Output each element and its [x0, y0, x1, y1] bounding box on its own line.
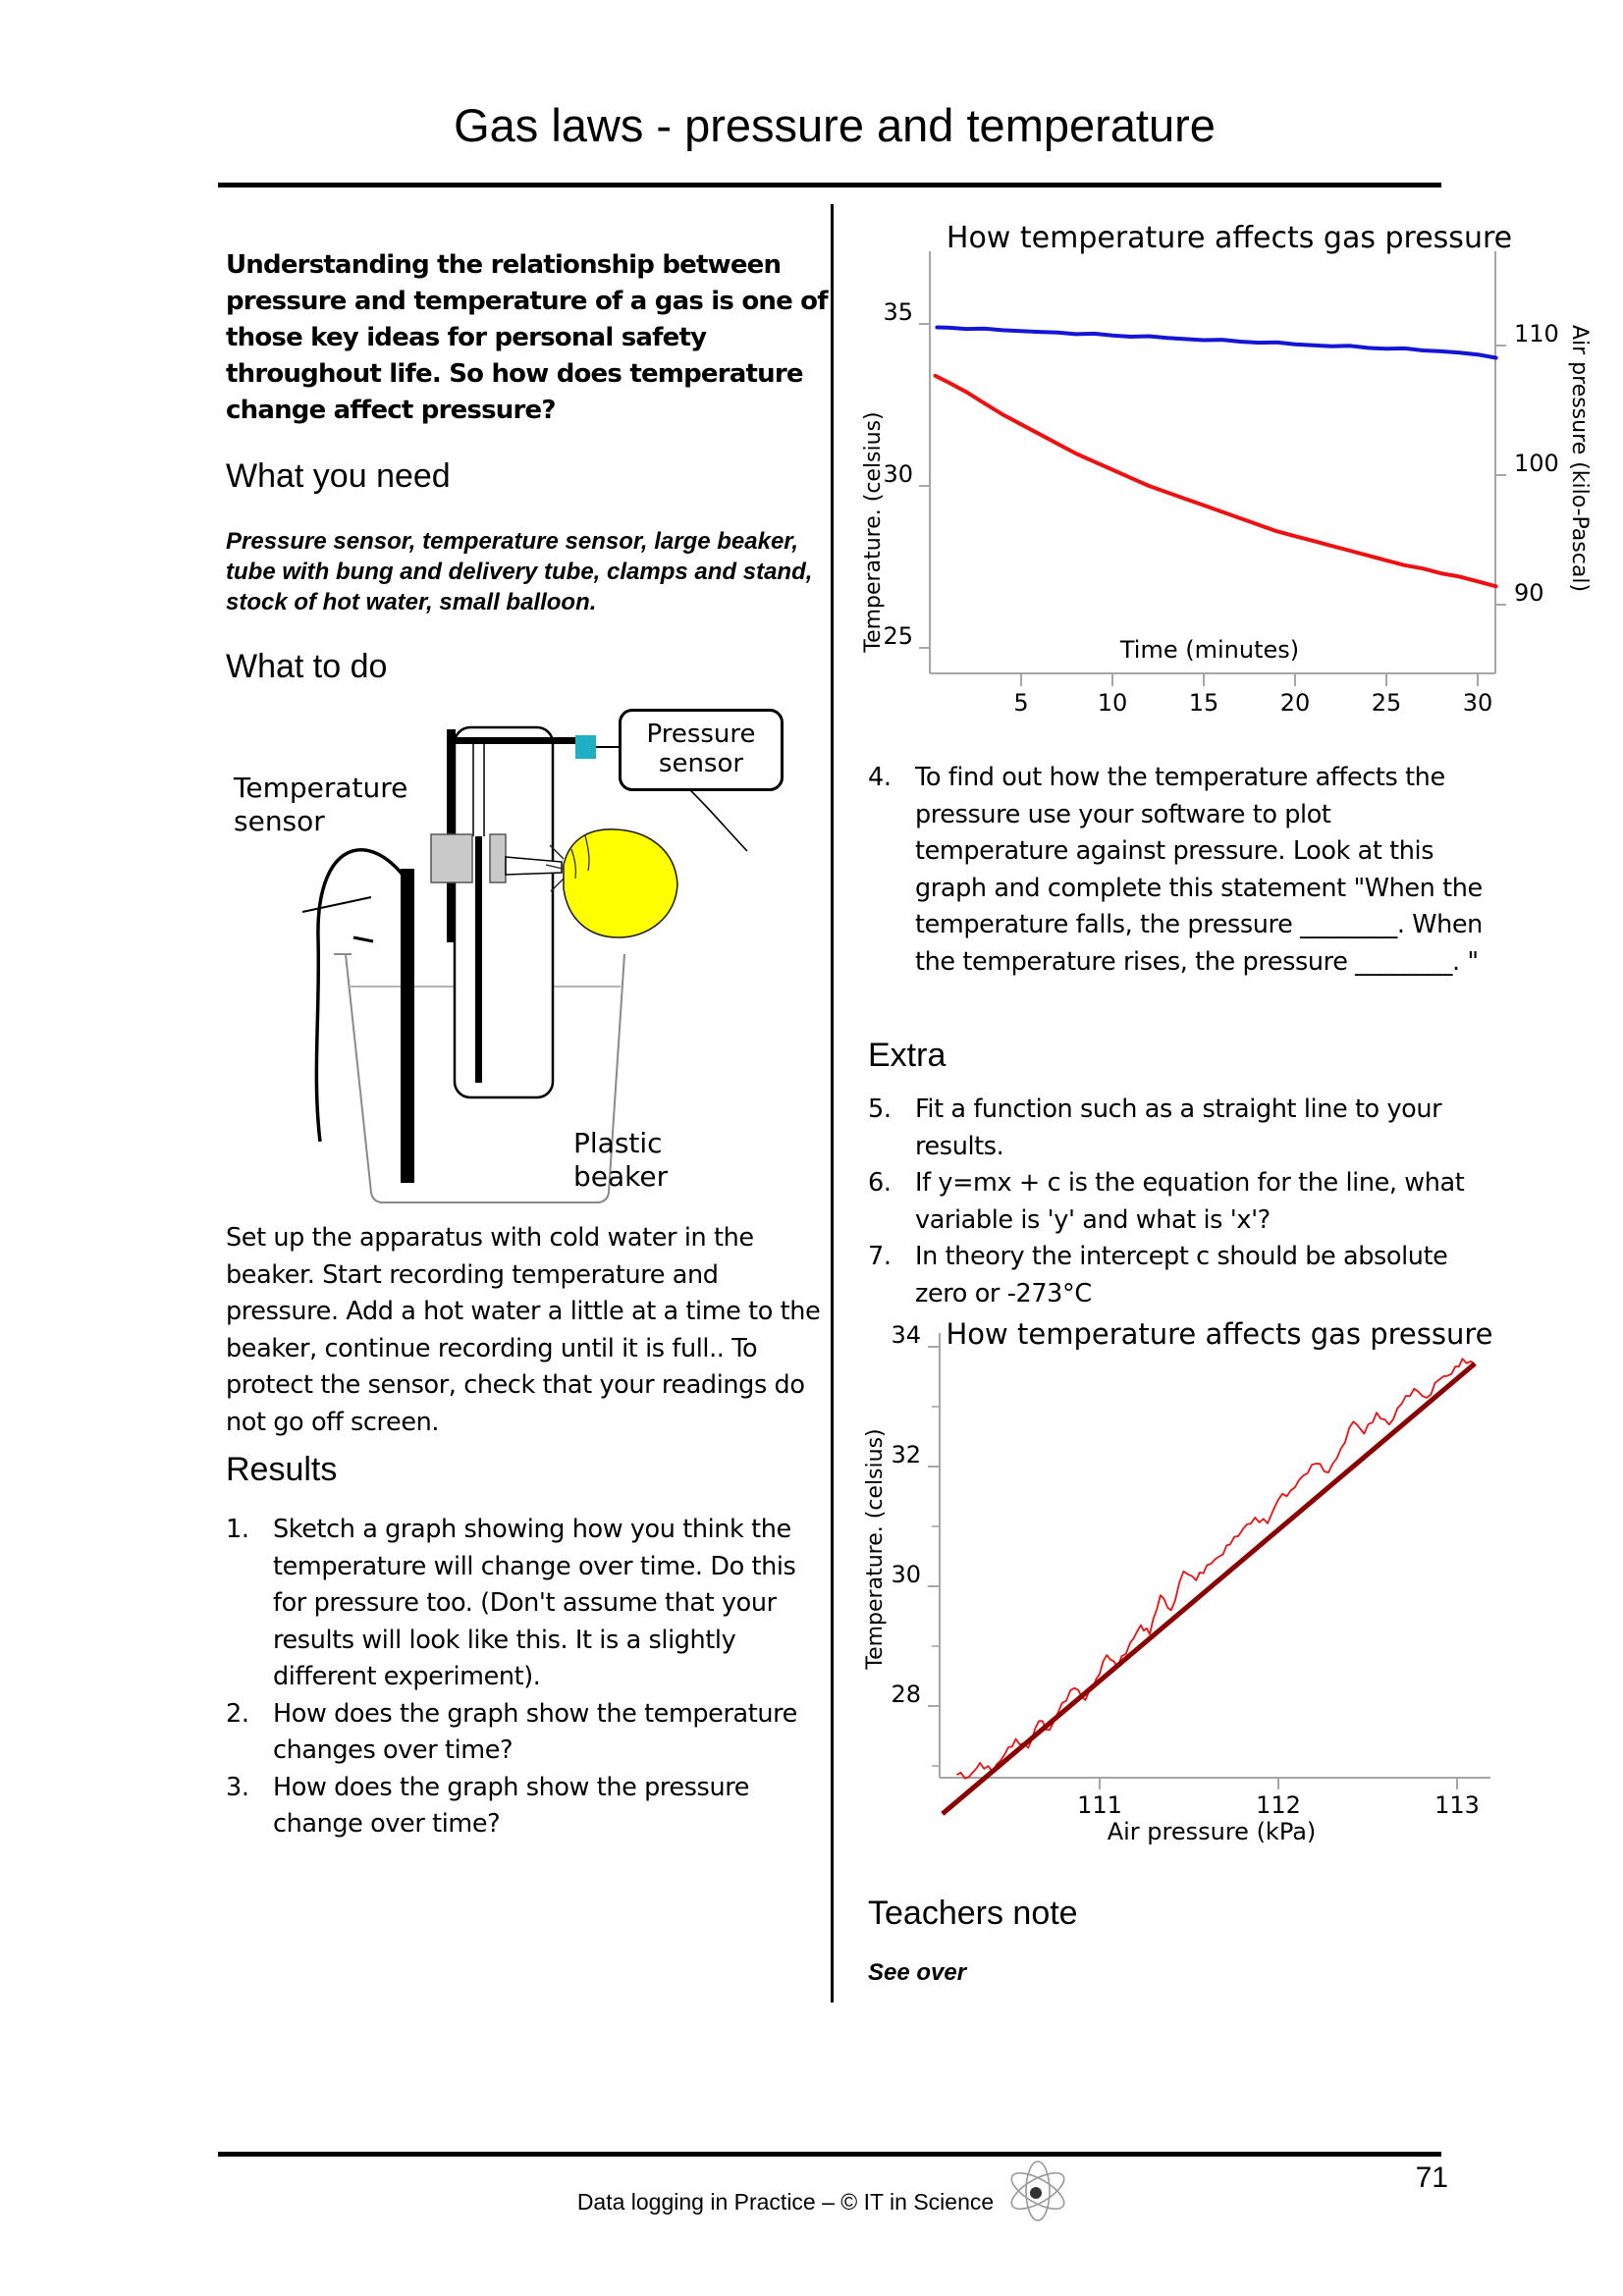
materials-list: Pressure sensor, temperature sensor, large beaker, tube with bung and delivery tube, clamps and stand, stock of hot water, small balloon. — [226, 528, 813, 615]
x-axis-label: Time (minutes) — [1119, 636, 1300, 664]
tick-label: 15 — [1188, 689, 1219, 717]
item-text: Fit a function such as a straight line to your results. — [915, 1095, 1442, 1161]
tick-label: 30 — [1462, 689, 1493, 717]
tick-label: 34 — [891, 1321, 921, 1349]
atom-nucleus — [1030, 2187, 1042, 2199]
chart-time-series — [844, 208, 1623, 746]
item-text: In theory the intercept c should be absolute zero or -273°C — [915, 1242, 1448, 1308]
item-number: 5. — [868, 1095, 892, 1124]
list-item — [868, 1092, 1485, 1165]
series-air pressure — [937, 328, 1495, 358]
item-number: 6. — [868, 1168, 892, 1198]
footer-text: Data logging in Practice – © IT in Science — [576, 2189, 995, 2215]
tick-label: 30 — [883, 460, 913, 488]
extra-heading: Extra — [868, 1037, 947, 1074]
intro-paragraph: Understanding the relationship between pressure and temperature of a gas is one of those key ideas for personal safety throughout life. So how does temperature change affect pressure? — [226, 250, 828, 425]
tick-label: 28 — [891, 1681, 921, 1708]
tick-label: 110 — [1514, 320, 1559, 347]
clamp-tick — [353, 937, 373, 941]
results-list — [226, 1512, 819, 1843]
sensor-cable — [687, 787, 747, 851]
see-over-text: See over — [868, 1959, 967, 1986]
chart-scatter-fit — [844, 1308, 1532, 1863]
series-straight line fit — [943, 1363, 1475, 1814]
what-to-do-heading: What to do — [226, 648, 388, 685]
atom-icon — [1005, 2156, 1070, 2226]
extra-list — [868, 1092, 1485, 1312]
plastic-beaker-label: Plastic beaker — [573, 1127, 669, 1193]
list-item — [226, 1770, 819, 1843]
tick-label: 25 — [1371, 689, 1402, 717]
what-you-need-heading: What you need — [226, 457, 451, 495]
pressure-sensor-label: Pressure sensor — [619, 709, 784, 791]
test-tube — [455, 727, 553, 1097]
list-item — [868, 1165, 1485, 1239]
item-number: 4. — [868, 763, 892, 792]
teachers-note-heading: Teachers note — [868, 1895, 1078, 1932]
tick-label: 111 — [1077, 1791, 1122, 1819]
y-axis-label-left: Temperature. (celsius) — [861, 411, 886, 653]
item-number: 1. — [226, 1515, 249, 1544]
tick-label: 32 — [891, 1441, 921, 1468]
y-axis-label: Temperature. (celsius) — [863, 1428, 888, 1670]
question-4 — [868, 760, 1485, 981]
tick-label: 112 — [1256, 1791, 1301, 1819]
series-recorded data — [956, 1359, 1475, 1779]
list-item — [226, 1696, 819, 1770]
list-item — [868, 760, 1485, 981]
tick-label: 90 — [1514, 579, 1544, 607]
pressure-sensor-box — [575, 735, 596, 759]
item-number: 2. — [226, 1698, 249, 1729]
page-number: 71 — [1415, 2162, 1448, 2194]
item-text: To find out how the temperature affects the pressure use your software to plot temperature against pressure. Look at this graph and complete this statement "When the temperature falls, the pressure ________. When the temperature rises, the pressure ________. " — [915, 763, 1483, 977]
item-number: 3. — [226, 1772, 249, 1802]
footer-rule — [218, 2152, 1441, 2157]
chart-title: How temperature affects gas pressure — [946, 221, 1513, 255]
tick-label: 10 — [1097, 689, 1128, 717]
item-text: If y=mx + c is the equation for the line, what variable is 'y' and what is 'x'? — [915, 1168, 1465, 1235]
list-item — [226, 1512, 819, 1696]
tick-label: 30 — [891, 1561, 921, 1588]
tick-label: 113 — [1434, 1791, 1480, 1819]
tick-label: 100 — [1514, 450, 1559, 477]
clamp-arm — [450, 737, 577, 744]
bung — [490, 834, 506, 882]
results-heading: Results — [226, 1451, 338, 1488]
temperature-sensor-cable — [316, 850, 403, 1142]
tick-label: 20 — [1279, 689, 1311, 717]
tick-label: 35 — [883, 298, 913, 326]
tick-label: 25 — [883, 622, 913, 650]
item-text: How does the graph show the pressure change over time? — [273, 1772, 750, 1839]
title-rule — [218, 183, 1441, 187]
tick-label: 5 — [1013, 689, 1029, 717]
page-title: Gas laws - pressure and temperature — [454, 99, 1216, 151]
clamp-tick — [302, 897, 371, 912]
temperature-sensor-label: Temperature sensor — [234, 772, 408, 837]
x-axis-label: Air pressure (kPa) — [1107, 1818, 1317, 1845]
temperature-sensor-rod — [401, 869, 414, 1183]
item-text: Sketch a graph showing how you think the temperature will change over time. Do this for pressure too. (Don't assume that your results will look like this. It is a slightly different experiment). — [273, 1515, 796, 1691]
balloon — [564, 829, 677, 937]
item-text: How does the graph show the temperature changes over time? — [273, 1698, 797, 1765]
item-number: 7. — [868, 1242, 892, 1271]
y-axis-label-right: Air pressure (kilo-Pascal) — [1567, 324, 1592, 593]
delivery-tube — [475, 836, 482, 1083]
setup-paragraph: Set up the apparatus with cold water in the beaker. Start recording temperature and pressure. Add a hot water a little at a time to the beaker, continue recording until it is full.. To protect the sensor, check that your readings do not go off screen. — [226, 1223, 821, 1437]
bung — [431, 834, 472, 882]
chart-title: How temperature affects gas pressure — [946, 1317, 1493, 1351]
series-temperature — [936, 376, 1496, 587]
column-divider — [831, 204, 834, 2002]
list-item — [868, 1239, 1485, 1312]
